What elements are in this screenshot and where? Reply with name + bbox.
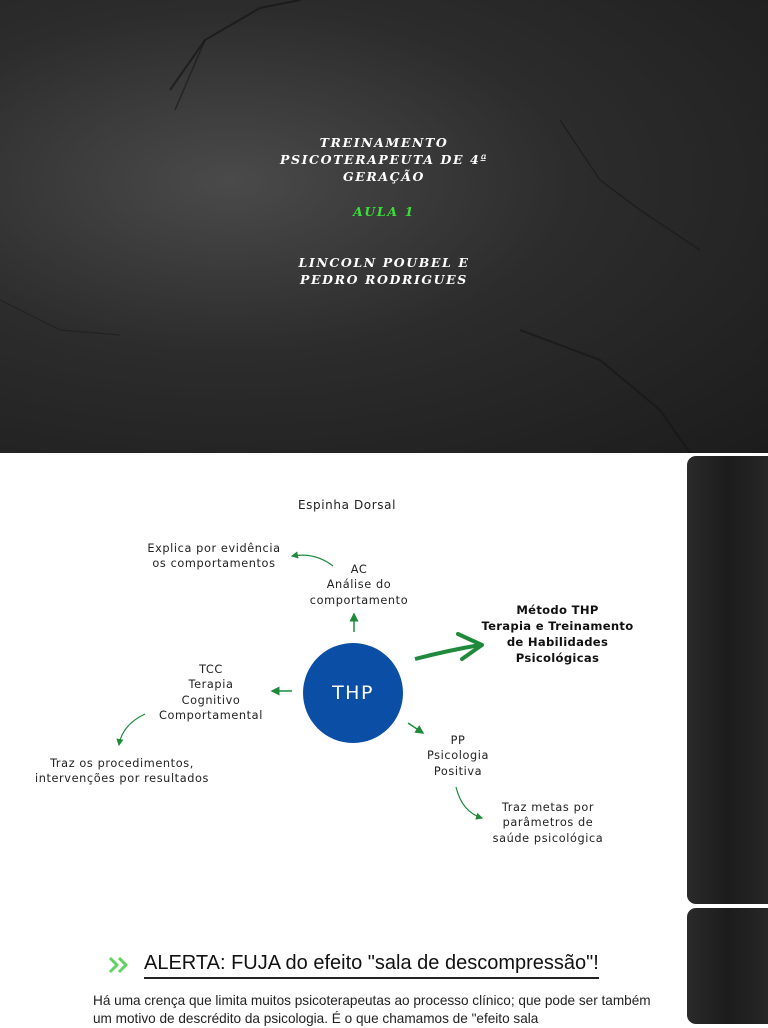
double-chevron-right-icon — [108, 956, 130, 974]
arrow-to-pp — [408, 723, 423, 733]
alert-heading-row — [108, 948, 599, 982]
tcc-label: TCC Terapia Cognitivo Comportamental — [159, 663, 263, 722]
thp-circle: THP — [303, 643, 403, 743]
ac-note: Explica por evidência os comportamentos — [147, 542, 281, 571]
alert-title: ALERTA: FUJA do efeito "sala de descompressão"! — [144, 952, 599, 979]
alert-body: Há uma crença que limita muitos psicoterapeutas ao processo clínico; que pode ser também um motivo de descrédito da psicologia. É o que chamamos de "efeito sala — [93, 993, 651, 1026]
pp-label: PP Psicologia Positiva — [426, 734, 490, 778]
cover-title-line-2: PSICOTERAPEUTA DE 4ª — [279, 152, 489, 167]
pp-note: Traz metas por parâmetros de saúde psicológica — [492, 801, 604, 845]
author-line-2: PEDRO RODRIGUES — [300, 272, 468, 287]
author-line-1: LINCOLN POUBEL E — [298, 255, 470, 270]
arrow-pp-note — [456, 787, 482, 818]
method-label: Método THP Terapia e Treinamento de Habilidades Psicológicas — [481, 603, 634, 665]
tcc-note: Traz os procedimentos, intervenções por resultados — [34, 757, 210, 786]
arrow-tcc-note — [119, 714, 145, 745]
lesson-label: AULA 1 — [353, 204, 415, 219]
diagram-heading: Espinha Dorsal — [297, 498, 397, 512]
cover-title-line-1: TREINAMENTO — [319, 135, 449, 150]
ac-label: AC Análise do comportamento — [309, 563, 409, 607]
cover-title-line-3: GERAÇÃO — [342, 169, 426, 184]
